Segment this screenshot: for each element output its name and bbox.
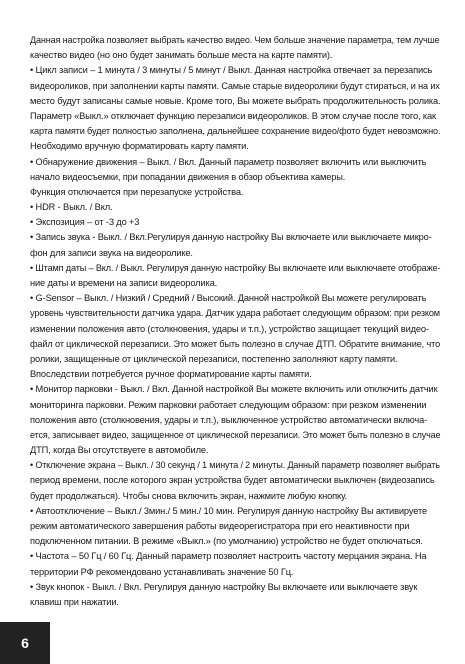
text-line: место будут записаны самые новые. Кроме того, Вы можете выбрать продолжительность ролика. [30, 95, 441, 106]
text-line: карта памяти будет полностью заполнена, дальнейшее сохранение видео/фото будет невозможно. [30, 126, 441, 137]
text-line: • Запись звука - Выкл. / Вкл.Регулируя данную настройку Вы включаете или выключаете микро- [30, 232, 432, 243]
text-line: • Монитор парковки - Выкл. / Вкл. Данной настройкой Вы можете включить или отключить датчик [30, 384, 438, 395]
text-line: • Автоотключение – Выкл./ 3мин./ 5 мин./ 10 мин. Регулируя данную настройку Вы активируете [30, 505, 427, 516]
text-line: • Обнаружение движения – Выкл. / Вкл. Данный параметр позволяет включить или выключить [30, 156, 427, 167]
text-line: • HDR - Выкл. / Вкл. [30, 202, 113, 213]
text-line: Необходимо вручную форматировать карту памяти. [30, 141, 249, 152]
text-line: начало видеосъемки, при попадании движения в обзор объектива камеры. [30, 171, 346, 182]
text-line: файл от циклической перезаписи. Это может быть полезно в случае ДТП. Обратите внимание, что [30, 338, 441, 349]
text-line: ДТП, когда Вы отсутствуете в автомобиле. [30, 445, 209, 456]
text-line: ется, записывает видео, защищенное от циклической перезаписи. Это может быть полезно в случае [30, 429, 441, 440]
text-line: • Отключение экрана – Выкл. / 30 секунд / 1 минута / 2 минуты. Данный параметр позволяет выбрать [30, 460, 440, 471]
text-line: ние даты и времени на записи видеоролика. [30, 278, 218, 288]
text-line: будет продолжаться). Чтобы снова включить экран, нажмите любую кнопку. [30, 490, 348, 501]
manual-page-text [30, 33, 440, 610]
page-number: 6 [0, 622, 50, 664]
text-line: период времени, после которого экран устройства будет автоматически выключен (видеозапись [30, 475, 435, 486]
text-line: ролики, защищенные от циклической перезаписи, постепенно заполняют карту памяти. [30, 353, 398, 364]
text-line: изменении положения авто (столкновения, удары и т.п.), устройство защищает текущий видео- [30, 323, 429, 334]
text-line: • Штамп даты – Вкл. / Выкл. Регулируя данную настройку Вы включаете или выключаете отображе- [30, 262, 441, 273]
text-line: • Цикл записи – 1 минута / 3 минуты / 5 минут / Выкл. Данная настройка отвечает за перезапись [30, 65, 433, 76]
text-line: подключенном питании. В режиме «Выкл.» (по умолчанию) устройство не будет отключаться. [30, 536, 423, 547]
text-line: • G-Sensor – Выкл. / Низкий / Средний / Высокий. Данной настройкой Вы можете регулировать [30, 293, 427, 304]
text-line: • Частота – 50 Гц / 60 Гц. Данный параметр позволяет настроить частоту мерцания экрана. На [30, 551, 427, 562]
text-line: Данная настройка позволяет выбрать качество видео. Чем больше значение параметра, тем лучше [30, 35, 440, 45]
text-line: Впоследствии потребуется ручное форматирование карты памяти. [30, 369, 312, 380]
text-line: видеороликов, при заполнении карты памяти. Самые старые видеоролики будут стираться, и на их [30, 80, 440, 91]
text-line: • Звук кнопок - Выкл. / Вкл. Регулируя данную настройку Вы включаете или выключаете звук [30, 581, 418, 592]
text-line: Функция отключается при перезапуске устройства. [30, 186, 244, 197]
text-line: Параметр «Выкл.» отключает функцию перезаписи видеороликов. В этом случае после того, как [30, 110, 436, 121]
text-line: качество видео (но оно будет занимать больше места на карте памяти). [30, 50, 333, 61]
text-line: уровень чувствительности датчика удара. Датчик удара работает следующим образом: при резком [30, 308, 440, 319]
text-line: режим автоматического завершения работы видеорегистратора при его неактивности при [30, 521, 410, 531]
text-line: фон для записи звука на видеоролике. [30, 247, 193, 258]
text-line: положения авто (столкновения, удары и т.п.), выключенное устройство автоматически включа- [30, 414, 428, 425]
text-line: клавиш при нажатии. [30, 596, 119, 607]
text-line: территории РФ рекомендовано устанавливать значение 50 Гц. [30, 566, 294, 577]
text-line: мониторинга парковки. Режим парковки работает следующим образом: при резком изменении [30, 399, 427, 410]
text-line: • Экспозиция – от -3 до +3 [30, 217, 140, 228]
